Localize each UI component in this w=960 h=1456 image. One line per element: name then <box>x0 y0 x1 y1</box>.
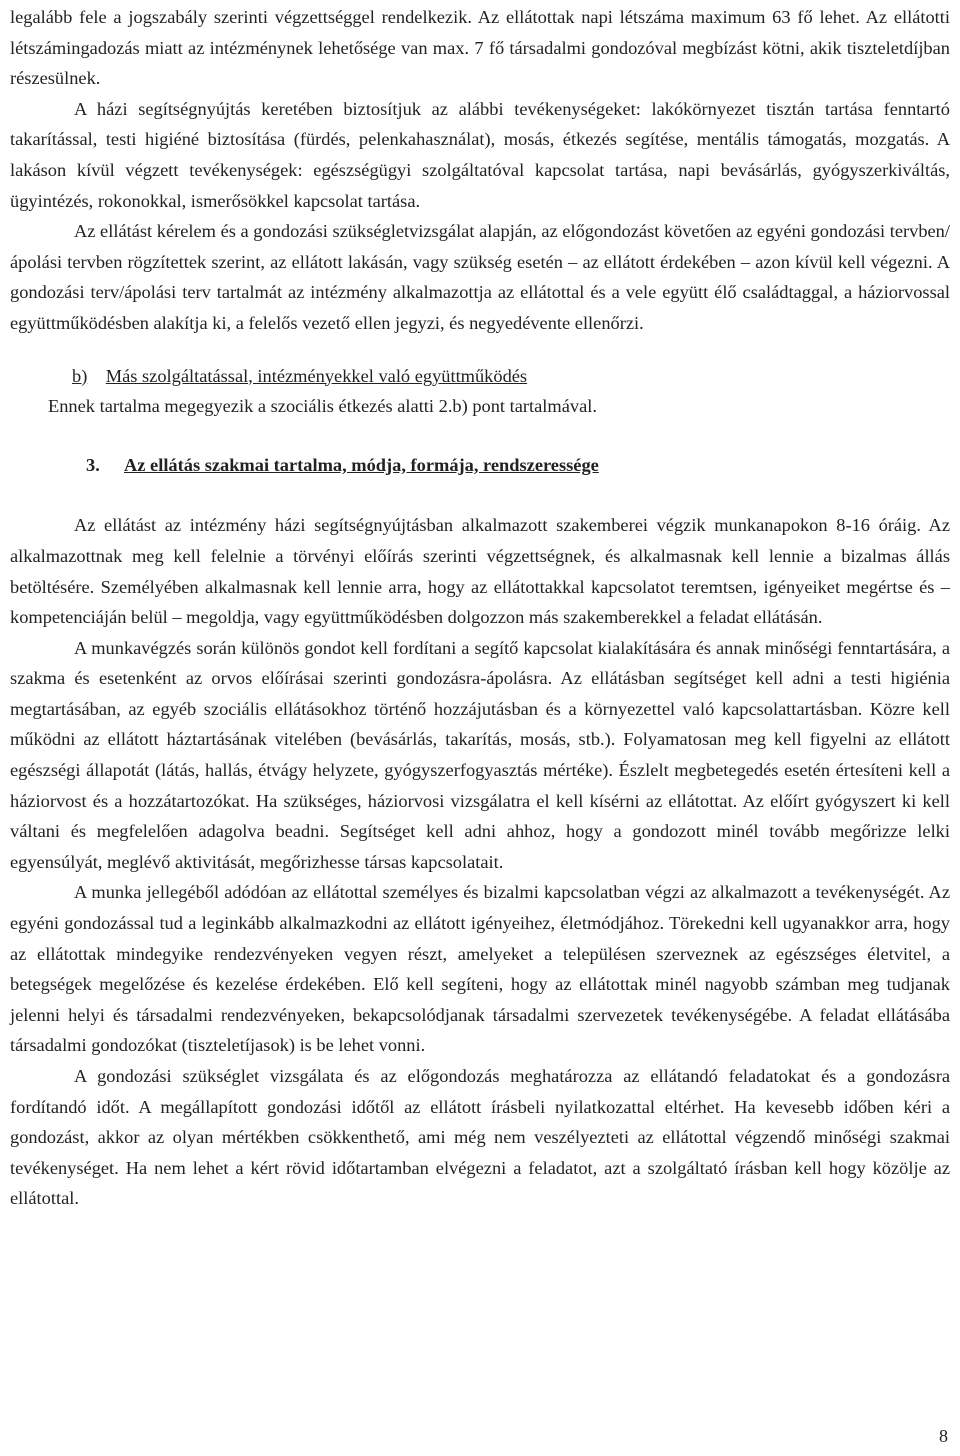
section-b-label: b) <box>72 365 88 386</box>
paragraph-care-time: A gondozási szükséglet vizsgálata és az előgondozás meghatározza az ellátandó feladatokat és a gondozásra fordítandó időt. A megállapított gondozási időtől az ellátott írásbeli nyilatkozattal eltérhet. Ha kevesebb időben kéri a gondozást, akkor az olyan mértékben csökkenthető, ami még nem veszélyezteti az ellátottal végzendő minőségi szakmai tevékenységet. Ha nem lehet a kért rövid időtartamban elvégezni a feladatot, azt a szolgáltató írásban kell hogy közölje az ellátottal. <box>10 1066 950 1209</box>
section-b-text: Ennek tartalma megegyezik a szociális étkezés alatti 2.b) pont tartalmával. <box>48 396 597 417</box>
paragraph-work-care: A munkavégzés során különös gondot kell fordítani a segítő kapcsolat kialakítására és annak minőségi fenntartására, a szakma és esetenként az orvos előírásai szerinti gondozásra-ápolásra. Az ellátásban segítséget kell adni a testi higiénia megtartásában, az egyéb szociális ellátásokhoz történő hozzájutásban és a környezettel való kapcsolattartásban. Közre kell működni az ellátott háztartásának vitelében (bevásárlás, takarítás, mosás, stb.). Folyamatosan meg kell figyelni az ellátott egészségi állapotát (látás, hallás, étvágy helyzete, gyógyszerfogyasztás mértéke). Észlelt megbetegedés esetén értesíteni kell a háziorvost és a hozzátartozókat. Ha szükséges, háziorvosi vizsgálatra el kell kísérni az ellátottat. Az előírt gyógyszert ki kell váltani és megfelelően adagolva beadni. Segítséget kell adni ahhoz, hogy a gondozott minél tovább megőrizze lelki egyensúlyát, meglévő aktivitását, megőrizhesse társas kapcsolatait. <box>10 637 950 872</box>
section-b-title: Más szolgáltatással, intézményekkel való együttműködés <box>105 365 528 386</box>
paragraph-staffing: legalább fele a jogszabály szerinti végzettséggel rendelkezik. Az ellátottak napi létszáma maximum 63 fő lehet. Az ellátotti létszámingadozás miatt az intézménynek lehetősége van max. 7 fő társadalmi gondozóval megbízást kötni, akik tiszteletdíjban részesülnek. <box>10 7 950 89</box>
paragraph-care-plan: Az ellátást kérelem és a gondozási szükségletvizsgálat alapján, az előgondozást követően az egyéni gondozási tervben/ápolási tervben rögzítettek szerint, az ellátott lakásán, vagy szükség esetén – az ellátott érdekében – azon kívül kell végezni. A gondozási terv/ápolási terv tartalmát az intézmény alkalmazottja az ellátottal és a vele együtt élő családtaggal, a háziorvossal együttműködésben alakítja ki, a felelős vezető ellen jegyzi, és negyedévente ellenőrzi. <box>10 221 950 333</box>
section-3-number: 3. <box>86 454 100 475</box>
section-3-title: Az ellátás szakmai tartalma, módja, formája, rendszeressége <box>124 454 599 475</box>
paragraph-personal-relationship: A munka jellegéből adódóan az ellátottal személyes és bizalmi kapcsolatban végzi az alkalmazott a tevékenységét. Az egyéni gondozással tud a leginkább alkalmazkodni az ellátott igényeihez, életmódjához. Törekedni kell ugyanakkor arra, hogy az ellátottak mindegyike rendezvényeken vegyen részt, amelyeket a településen szerveznek az egészséges életvitel, a betegségek megelőzése és kezelése érdekében. Elő kell segíteni, hogy az ellátottak minél nagyobb számban meg tudjanak jelenni helyi és társadalmi rendezvényeken, bekapcsolódjanak társadalmi szervezetek tevékenységébe. A feladat ellátásába társadalmi gondozókat (tiszteletíjasok) is be lehet vonni. <box>10 882 950 1056</box>
page-number: 8 <box>939 1426 948 1446</box>
section-3-heading <box>86 450 950 481</box>
paragraph-activities: A házi segítségnyújtás keretében biztosítjuk az alábbi tevékenységeket: lakókörnyezet tisztán tartása fenntartó takarítással, testi higiéné biztosítása (fürdés, pelenkahasználat), mosás, étkezés segítése, mentális támogatás, mozgatás. A lakáson kívül végzett tevékenységek: egészségügyi szolgáltatóval kapcsolat tartása, napi bevásárlás, gyógyszerkiváltás, ügyintézés, rokonokkal, ismerősökkel kapcsolat tartása. <box>10 98 950 211</box>
paragraph-service-hours: Az ellátást az intézmény házi segítségnyújtásban alkalmazott szakemberei végzik munkanapokon 8-16 óráig. Az alkalmazottnak meg kell felelnie a törvényi előírás szerinti végzettségnek, és alkalmasnak kell lennie a bizalmas állás betöltésére. Személyében alkalmasnak kell lennie arra, hogy az ellátottakkal kapcsolatot teremtsen, igényeiket megértse és – kompetenciáján belül – megoldja, vagy együttműködésben dolgozzon más szakemberekkel a feladat ellátásán. <box>10 515 950 628</box>
section-b-heading <box>72 361 950 392</box>
spacer <box>10 339 950 361</box>
spacer <box>10 480 950 510</box>
document-page <box>10 2 950 1214</box>
